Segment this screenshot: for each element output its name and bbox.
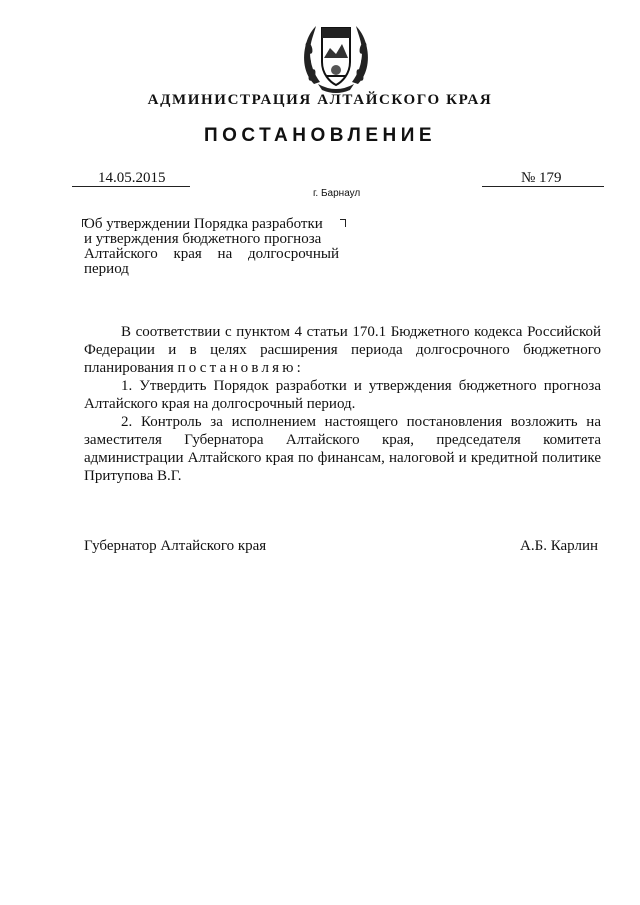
document-date: 14.05.2015 <box>98 170 166 186</box>
preamble-text: В соответствии с пунктом 4 статьи 170.1 Бюджетного кодекса Российской Федерации и в целях расширения периода долгосрочного бюджетного планирования <box>84 324 601 376</box>
document-subject <box>84 217 346 277</box>
document-body <box>84 323 601 485</box>
city-name: г. Барнаул <box>313 188 361 199</box>
document-type-title: ПОСТАНОВЛЕНИЕ <box>203 125 437 146</box>
date-underline <box>72 186 190 187</box>
coat-of-arms-emblem <box>300 18 372 94</box>
subject-line: Об утверждении Порядка разработки <box>84 216 323 232</box>
clause-2: 2. Контроль за исполнением настоящего постановления возложить на заместителя Губернатора Алтайского края, председателя комитета администрации Алтайского края по финансам, налоговой и кредитной политике Притупова В.Г. <box>84 414 601 484</box>
subject-line: Алтайского края на долгосрочный <box>84 246 339 262</box>
signatory-name: А.Б. Карлин <box>520 538 599 554</box>
subject-line: период <box>84 261 129 277</box>
preamble-paragraph <box>84 323 601 377</box>
document-number: № 179 <box>521 170 562 186</box>
organization-name: АДМИНИСТРАЦИЯ АЛТАЙСКОГО КРАЯ <box>147 92 493 108</box>
subject-line: и утверждения бюджетного прогноза <box>84 231 322 247</box>
number-underline <box>482 186 604 187</box>
clause-1: 1. Утвердить Порядок разработки и утверждения бюджетного прогноза Алтайского края на долгосрочный период. <box>84 378 601 412</box>
signatory-position: Губернатор Алтайского края <box>84 538 267 554</box>
resolve-word: постановляю: <box>177 360 305 376</box>
